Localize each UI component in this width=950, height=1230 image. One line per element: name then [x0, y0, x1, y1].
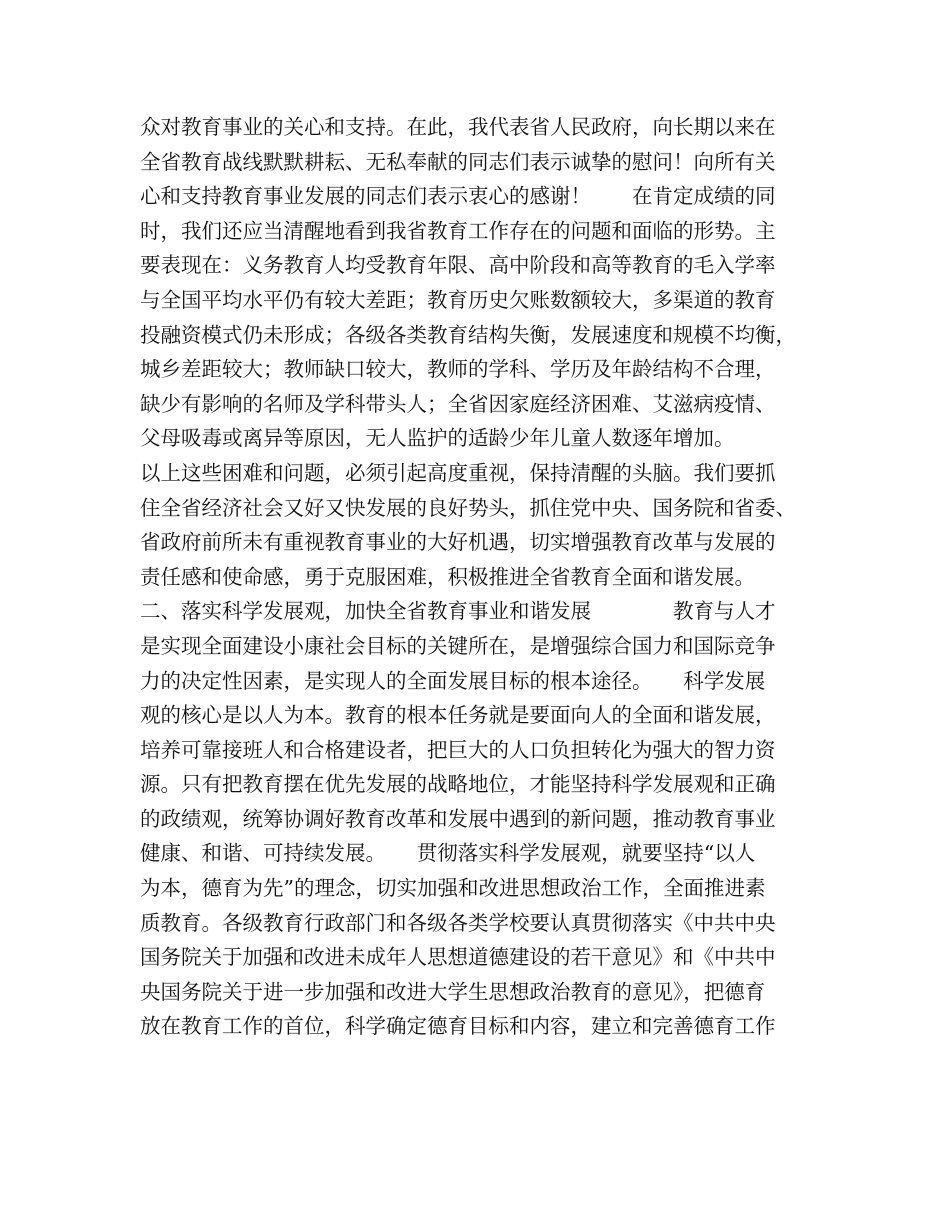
text-line: 质教育。各级教育行政部门和各级各类学校要认真贯彻落实《中共中央 — [140, 910, 776, 935]
text-line: 众对教育事业的关心和支持。在此，我代表省人民政府，向长期以来在 — [140, 115, 776, 139]
text-line: 放在教育工作的首位，科学确定德育目标和内容，建立和完善德育工作 — [140, 1014, 776, 1039]
text-line: 要表现在：义务教育人均受教育年限、高中阶段和高等教育的毛入学率 — [140, 253, 776, 278]
text-line: 与全国平均水平仍有较大差距；教育历史欠账数额较大，多渠道的教育 — [140, 287, 776, 312]
text-line: 城乡差距较大；教师缺口较大，教师的学科、学历及年龄结构不合理， — [140, 357, 776, 382]
text-line: 为本，德育为先”的理念，切实加强和改进思想政治工作，全面推进素 — [140, 876, 766, 901]
text-line: 心和支持教育事业发展的同志们表示衷心的感谢！ 在肯定成绩的同 — [140, 184, 776, 209]
text-line: 源。只有把教育摆在优先发展的战略地位，才能坚持科学发展观和正确 — [140, 772, 776, 797]
text-line: 全省教育战线默默耕耘、无私奉献的同志们表示诚挚的慰问！向所有关 — [140, 149, 776, 174]
section-heading-line: 二、落实科学发展观，加快全省教育事业和谐发展 教育与人才 — [140, 599, 776, 624]
text-line: 国务院关于加强和改进未成年人思想道德建设的若干意见》和《中共中 — [140, 945, 776, 970]
text-line: 责任感和使命感，勇于克服困难，积极推进全省教育全面和谐发展。 — [140, 564, 755, 589]
text-line: 是实现全面建设小康社会目标的关键所在，是增强综合国力和国际竞争 — [140, 633, 776, 658]
text-line: 培养可靠接班人和合格建设者，把巨大的人口负担转化为强大的智力资 — [140, 737, 776, 762]
text-line: 省政府前所未有重视教育事业的大好机遇，切实增强教育改革与发展的 — [140, 530, 776, 555]
text-line: 健康、和谐、可持续发展。 贯彻落实科学发展观，就要坚持“以人 — [140, 841, 756, 866]
text-line: 力的决定性因素，是实现人的全面发展目标的根本途径。 科学发展 — [140, 668, 766, 693]
text-line: 的政绩观，统筹协调好教育改革和发展中遇到的新问题，推动教育事业 — [140, 806, 776, 831]
text-line: 时，我们还应当清醒地看到我省教育工作存在的问题和面临的形势。主 — [140, 218, 776, 243]
text-line: 投融资模式仍未形成；各级各类教育结构失衡，发展速度和规模不均衡， — [140, 322, 796, 347]
text-line: 观的核心是以人为本。教育的根本任务就是要面向人的全面和谐发展， — [140, 703, 776, 728]
body-text — [140, 110, 820, 1044]
text-line: 央国务院关于进一步加强和改进大学生思想政治教育的意见》，把德育 — [140, 979, 766, 1004]
text-line: 以上这些困难和问题，必须引起高度重视，保持清醒的头脑。我们要抓 — [140, 460, 776, 485]
text-line: 父母吸毒或离异等原因，无人监护的适龄少年儿童人数逐年增加。 — [140, 426, 735, 451]
text-line: 住全省经济社会又好又快发展的良好势头，抓住党中央、国务院和省委、 — [140, 495, 796, 520]
text-line: 缺少有影响的名师及学科带头人；全省因家庭经济困难、艾滋病疫情、 — [140, 391, 776, 416]
